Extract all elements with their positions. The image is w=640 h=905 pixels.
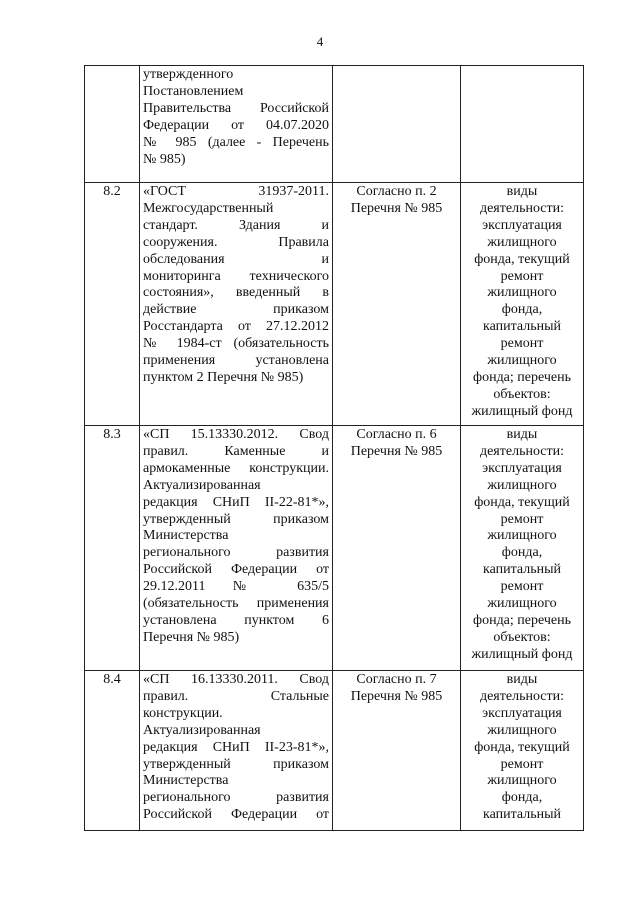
scope-line: ремонт (500, 336, 544, 352)
table-row (85, 671, 584, 831)
document-line: (обязательность применения (143, 596, 329, 612)
document-line: редакция СНиП II-22-81*», (143, 494, 329, 510)
document-line: Российской Федерации от (143, 562, 329, 578)
document-line: сооружения. Правила (143, 234, 329, 250)
reference-cell (333, 671, 461, 831)
scope-line: деятельности: (479, 688, 565, 704)
document-line: утвержденный приказом (143, 511, 329, 527)
document-line: «СП 15.13330.2012. Свод (143, 427, 329, 442)
reference-line: Перечня № 985 (350, 200, 443, 216)
scope-line: капитальный (483, 807, 561, 823)
document-line: 29.12.2011 № 635/5 (143, 579, 329, 595)
scope-line: жилищного (487, 773, 557, 789)
document-line: редакция СНиП II-23-81*», (143, 739, 329, 755)
document-line: «СП 16.13330.2011. Свод (143, 672, 329, 687)
document-line: Межгосударственный (143, 200, 274, 216)
document-line: применения установлена (143, 353, 329, 369)
scope-line: эксплуатация (482, 217, 562, 233)
scope-line: деятельности: (479, 443, 565, 459)
document-line: № 985) (143, 151, 186, 167)
document-line: Актуализированная (143, 477, 261, 493)
scope-line: жилищного (487, 528, 557, 544)
document-line: «ГОСТ 31937-2011. (143, 184, 329, 199)
document-line: правил. Каменные и (143, 443, 329, 459)
document-line: Росстандарта от 27.12.2012 (143, 319, 329, 335)
scope-cell (461, 66, 584, 183)
document-line: конструкции. (143, 705, 223, 721)
document-line: обследования и (143, 251, 329, 267)
scope-line: виды (506, 427, 538, 442)
scope-line: фонда, текущий (474, 494, 570, 510)
reference-line: Согласно п. 2 (356, 184, 437, 199)
reference-cell (333, 426, 461, 671)
table-row (85, 426, 584, 671)
scope-cell (461, 426, 584, 671)
scope-line: жилищный фонд (471, 403, 573, 419)
scope-line: жилищного (487, 353, 557, 369)
scope-line: фонда; перечень (473, 369, 571, 385)
scope-line: ремонт (500, 756, 544, 772)
document-line: регионального развития (143, 790, 329, 806)
reference-line: Согласно п. 7 (356, 672, 437, 687)
document-line: мониторинга технического (143, 268, 329, 284)
document-line: № 985 (далее - Перечень (143, 134, 329, 150)
document-line: Постановлением (143, 83, 244, 99)
scope-line: объектов: (493, 629, 551, 645)
reference-cell (333, 66, 461, 183)
document-line: № 1984-ст (обязательность (143, 336, 329, 352)
document-line: Федерации от 04.07.2020 (143, 117, 329, 133)
scope-line: капитальный (483, 562, 561, 578)
scope-line: ремонт (500, 579, 544, 595)
document-line: Перечня № 985) (143, 629, 240, 645)
reference-line: Перечня № 985 (350, 443, 443, 459)
page-number: 4 (316, 34, 324, 49)
scope-line: деятельности: (479, 200, 565, 216)
document-line: Российской Федерации от (143, 807, 329, 823)
scope-line: объектов: (493, 386, 551, 402)
scope-line: фонда, (501, 545, 543, 561)
document-line: Правительства Российской (143, 100, 329, 116)
document-cell (140, 183, 333, 426)
row-number (85, 66, 140, 183)
document-line: состояния», введенный в (143, 285, 329, 301)
reference-cell (333, 183, 461, 426)
scope-line: фонда; перечень (473, 612, 571, 628)
document-line: Министерства (143, 773, 229, 789)
scope-line: жилищного (487, 596, 557, 612)
scope-line: виды (506, 672, 538, 687)
scope-line: капитальный (483, 319, 561, 335)
scope-line: ремонт (500, 511, 544, 527)
table-row (85, 66, 584, 183)
scope-line: жилищного (487, 477, 557, 493)
document-line: регионального развития (143, 545, 329, 561)
table-row (85, 183, 584, 426)
scope-line: ремонт (500, 268, 544, 284)
document-cell (140, 671, 333, 831)
scope-line: виды (506, 184, 538, 199)
document-line: армокаменные конструкции. (143, 460, 329, 476)
scope-line: фонда, (501, 302, 543, 318)
scope-line: фонда, текущий (474, 251, 570, 267)
scope-cell (461, 671, 584, 831)
document-line: Актуализированная (143, 722, 261, 738)
document-line: утвержденный приказом (143, 756, 329, 772)
standards-table (84, 65, 584, 831)
scope-cell (461, 183, 584, 426)
document-line: стандарт. Здания и (143, 217, 329, 233)
scope-line: жилищного (487, 722, 557, 738)
scope-line: жилищного (487, 285, 557, 301)
document-line: Министерства (143, 528, 229, 544)
scope-line: жилищного (487, 234, 557, 250)
document-cell (140, 426, 333, 671)
reference-line: Перечня № 985 (350, 688, 443, 704)
document-line: правил. Стальные (143, 688, 329, 704)
row-number: 8.2 (85, 183, 140, 426)
document-line: пунктом 2 Перечня № 985) (143, 369, 304, 385)
scope-line: эксплуатация (482, 705, 562, 721)
scope-line: фонда, текущий (474, 739, 570, 755)
scope-line: жилищный фонд (471, 646, 573, 662)
scope-line: фонда, (501, 790, 543, 806)
document-line: установлена пунктом 6 (143, 612, 329, 628)
row-number: 8.3 (85, 426, 140, 671)
reference-line: Согласно п. 6 (356, 427, 437, 442)
row-number: 8.4 (85, 671, 140, 831)
document-line: действие приказом (143, 302, 329, 318)
document-line: утвержденного (143, 67, 234, 82)
table-body (85, 66, 584, 831)
scope-line: эксплуатация (482, 460, 562, 476)
document-cell (140, 66, 333, 183)
